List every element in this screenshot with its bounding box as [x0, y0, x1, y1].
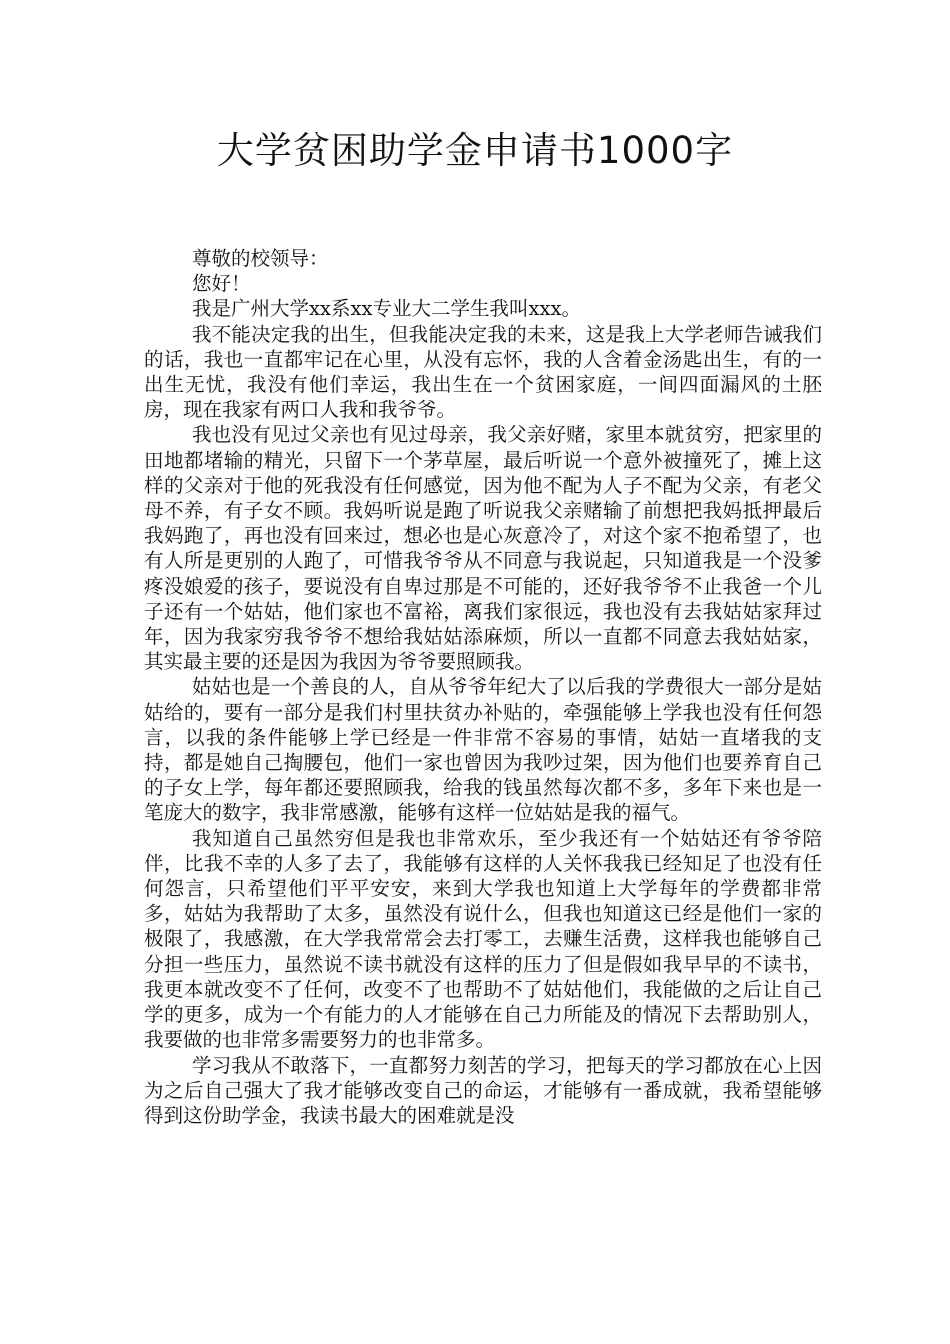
paragraph-salutation: 尊敬的校领导： — [192, 247, 329, 270]
paragraph-intro: 我是广州大学xx系xx专业大二学生我叫xxx。 — [192, 297, 581, 321]
paragraph-greeting: 您好！ — [192, 272, 251, 296]
paragraph-background: 我不能决定我的出生，但我能决定我的未来，这是我上大学老师告诫我们的话，我也一直都牢记在心里，从没有忘怀，我的人含着金汤匙出生，有的一出生无忧，我没有他们幸运，我出生在一个贫困家庭，一间四面漏风的土胚房，现在我家有两口人我和我爷爷。 — [144, 322, 822, 422]
document-body — [144, 246, 822, 1128]
paragraph-gratitude: 我知道自己虽然穷但是我也非常欢乐，至少我还有一个姑姑还有爷爷陪伴，比我不幸的人多了去了，我能够有这样的人关怀我我已经知足了也没有任何怨言，只希望他们平平安安，来到大学我也知道上大学每年的学费都非常多，姑姑为我帮助了太多，虽然没有说什么，但我也知道这已经是他们一家的极限了，我感激，在大学我常常会去打零工，去赚生活费，这样我也能够自己分担一些压力，虽然说不读书就没有这样的压力了但是假如我早早的不读书，我更本就改变不了任何，改变不了也帮助不了姑姑他们，我能做的之后让自己学的更多，成为一个有能力的人才能够在自己力所能及的情况下去帮助别人，我要做的也非常多需要努力的也非常多。 — [144, 826, 822, 1052]
paragraph-parents: 我也没有见过父亲也有见过母亲，我父亲好赌，家里本就贫穷，把家里的田地都堵输的精光，只留下一个茅草屋，最后听说一个意外被撞死了，摊上这样的父亲对于他的死我没有任何感觉，因为他不配为人子不配为父亲，有老父母不养，有子女不顾。我妈听说是跑了听说我父亲赌输了前想把我妈抵押最后我妈跑了，再也没有回来过，想必也是心灰意冷了，对这个家不抱希望了，也有人所是更别的人跑了，可惜我爷爷从不同意与我说起，只知道我是一个没爹疼没娘爱的孩子，要说没有自卑过那是不可能的，还好我爷爷不止我爸一个儿子还有一个姑姑，他们家也不富裕，离我们家很远，我也没有去我姑姑家拜过年，因为我家穷我爷爷不想给我姑姑添麻烦，所以一直都不同意去我姑姑家，其实最主要的还是因为我因为爷爷要照顾我。 — [144, 423, 822, 674]
paragraph-aunt: 姑姑也是一个善良的人，自从爷爷年纪大了以后我的学费很大一部分是姑姑给的，要有一部分是我们村里扶贫办补贴的，牵强能够上学我也没有任何怨言，以我的条件能够上学已经是一件非常不容易的事情，姑姑一直堵我的支持，都是她自己掏腰包，他们一家也曾因为我吵过架，因为他们也要养育自己的子女上学，每年都还要照顾我，给我的钱虽然每次都不多，多年下来也是一笔庞大的数字，我非常感激，能够有这样一位姑姑是我的福气。 — [144, 675, 822, 825]
document-title: 大学贫困助学金申请书1000字 — [216, 129, 734, 172]
paragraph-study: 学习我从不敢落下，一直都努力刻苦的学习，把每天的学习都放在心上因为之后自己强大了我才能够改变自己的命运，才能够有一番成就，我希望能够得到这份助学金，我读书最大的困难就是没 — [144, 1053, 822, 1127]
